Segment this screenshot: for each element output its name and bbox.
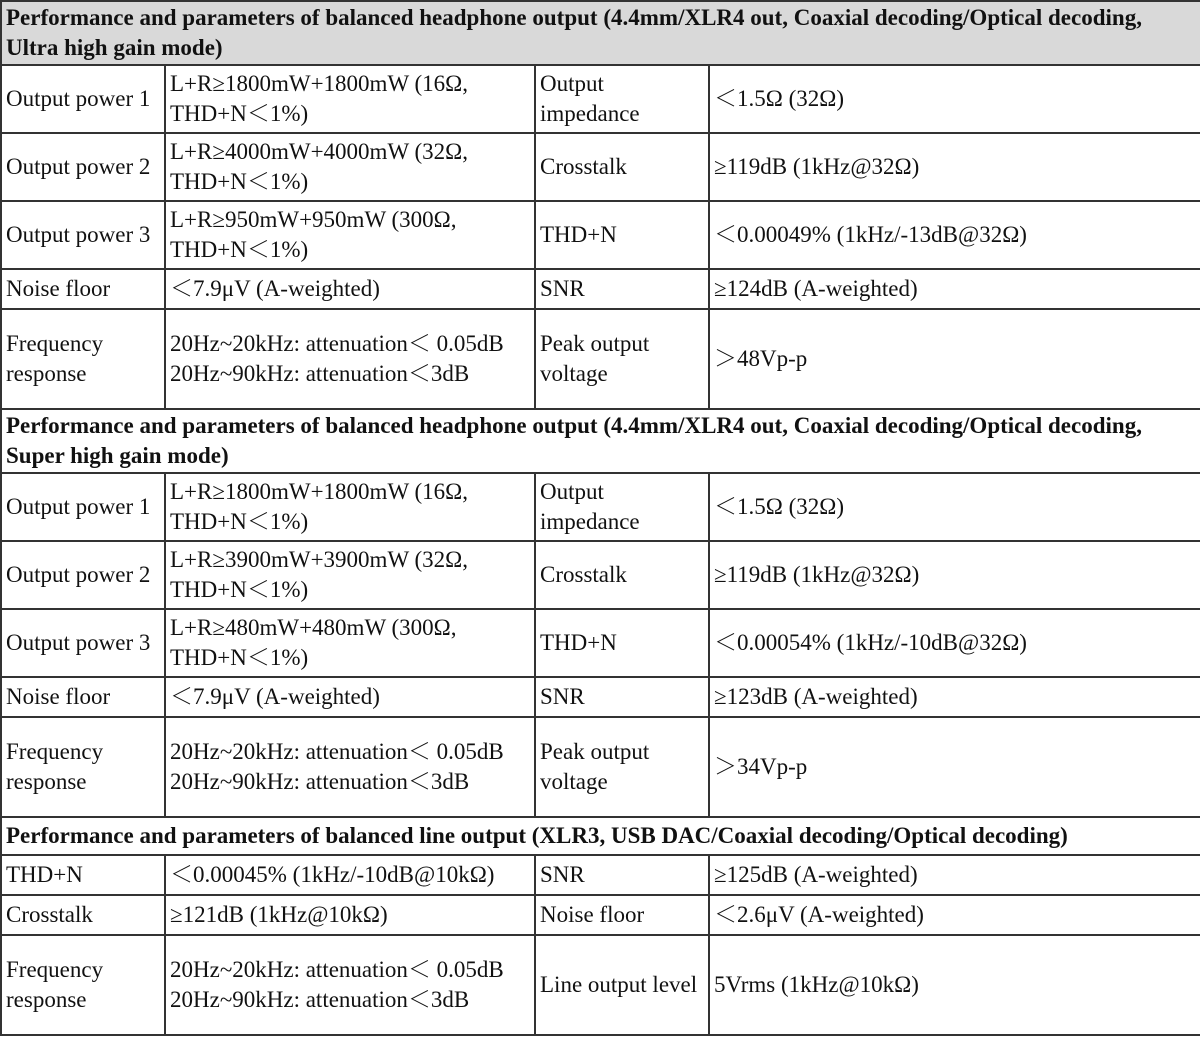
- param-name: THD+N: [1, 855, 165, 895]
- param-value: L+R≥3900mW+3900mW (32Ω, THD+N＜1%): [165, 541, 535, 609]
- table-row: [1, 717, 1200, 817]
- param-value: ＜7.9μV (A-weighted): [165, 269, 535, 309]
- param-value: ＜2.6μV (A-weighted): [709, 895, 1200, 935]
- param-name: Frequency response: [1, 717, 165, 817]
- param-value: 20Hz~20kHz: attenuation＜ 0.05dB 20Hz~90kHz: attenuation＜3dB: [165, 309, 535, 409]
- param-name: Output impedance: [535, 473, 709, 541]
- param-name: Output power 1: [1, 65, 165, 133]
- param-name: THD+N: [535, 201, 709, 269]
- param-value: ＜1.5Ω (32Ω): [709, 65, 1200, 133]
- param-name: SNR: [535, 677, 709, 717]
- param-value: L+R≥480mW+480mW (300Ω, THD+N＜1%): [165, 609, 535, 677]
- param-value: ≥125dB (A-weighted): [709, 855, 1200, 895]
- param-name: Crosstalk: [535, 133, 709, 201]
- param-value: L+R≥950mW+950mW (300Ω, THD+N＜1%): [165, 201, 535, 269]
- param-value: 5Vrms (1kHz@10kΩ): [709, 935, 1200, 1035]
- param-value: ≥124dB (A-weighted): [709, 269, 1200, 309]
- param-name: Peak output voltage: [535, 309, 709, 409]
- table-row: [1, 473, 1200, 541]
- param-name: Output power 3: [1, 201, 165, 269]
- section-title: Performance and parameters of balanced headphone output (4.4mm/XLR4 out, Coaxial decoding/Optical decoding, Super high gain mode): [1, 409, 1200, 473]
- param-value: ＞48Vp-p: [709, 309, 1200, 409]
- param-value: 20Hz~20kHz: attenuation＜ 0.05dB 20Hz~90kHz: attenuation＜3dB: [165, 935, 535, 1035]
- param-name: Crosstalk: [535, 541, 709, 609]
- param-value: ＜0.00049% (1kHz/-13dB@32Ω): [709, 201, 1200, 269]
- table-row: [1, 541, 1200, 609]
- param-name: Noise floor: [535, 895, 709, 935]
- param-value: ≥123dB (A-weighted): [709, 677, 1200, 717]
- param-name: Crosstalk: [1, 895, 165, 935]
- param-name: Output power 2: [1, 133, 165, 201]
- param-name: Peak output voltage: [535, 717, 709, 817]
- param-name: Noise floor: [1, 677, 165, 717]
- section-title: Performance and parameters of balanced headphone output (4.4mm/XLR4 out, Coaxial decoding/Optical decoding, Ultra high gain mode): [1, 1, 1200, 65]
- param-name: Line output level: [535, 935, 709, 1035]
- table-row: [1, 309, 1200, 409]
- param-value: ＜0.00045% (1kHz/-10dB@10kΩ): [165, 855, 535, 895]
- table-row: [1, 935, 1200, 1035]
- param-name: SNR: [535, 269, 709, 309]
- table-row: [1, 133, 1200, 201]
- table-row: [1, 677, 1200, 717]
- param-name: Output power 2: [1, 541, 165, 609]
- param-value: ≥121dB (1kHz@10kΩ): [165, 895, 535, 935]
- param-value: ＜0.00054% (1kHz/-10dB@32Ω): [709, 609, 1200, 677]
- param-value: 20Hz~20kHz: attenuation＜ 0.05dB 20Hz~90kHz: attenuation＜3dB: [165, 717, 535, 817]
- param-name: Noise floor: [1, 269, 165, 309]
- table-row: [1, 855, 1200, 895]
- param-value: ≥119dB (1kHz@32Ω): [709, 541, 1200, 609]
- table-row: [1, 609, 1200, 677]
- param-value: L+R≥4000mW+4000mW (32Ω, THD+N＜1%): [165, 133, 535, 201]
- table-row: [1, 65, 1200, 133]
- param-value: ≥119dB (1kHz@32Ω): [709, 133, 1200, 201]
- table-row: [1, 269, 1200, 309]
- section-header-row: [1, 817, 1200, 855]
- param-value: ＜1.5Ω (32Ω): [709, 473, 1200, 541]
- section-header-row: [1, 409, 1200, 473]
- param-value: ＞34Vp-p: [709, 717, 1200, 817]
- table-row: [1, 201, 1200, 269]
- section-title: Performance and parameters of balanced line output (XLR3, USB DAC/Coaxial decoding/Optical decoding): [1, 817, 1200, 855]
- section-header-row: [1, 1, 1200, 65]
- param-value: L+R≥1800mW+1800mW (16Ω, THD+N＜1%): [165, 473, 535, 541]
- param-name: Frequency response: [1, 309, 165, 409]
- param-name: Output power 1: [1, 473, 165, 541]
- param-value: ＜7.9μV (A-weighted): [165, 677, 535, 717]
- param-name: Output impedance: [535, 65, 709, 133]
- param-value: L+R≥1800mW+1800mW (16Ω, THD+N＜1%): [165, 65, 535, 133]
- param-name: THD+N: [535, 609, 709, 677]
- param-name: Frequency response: [1, 935, 165, 1035]
- table-row: [1, 895, 1200, 935]
- param-name: Output power 3: [1, 609, 165, 677]
- param-name: SNR: [535, 855, 709, 895]
